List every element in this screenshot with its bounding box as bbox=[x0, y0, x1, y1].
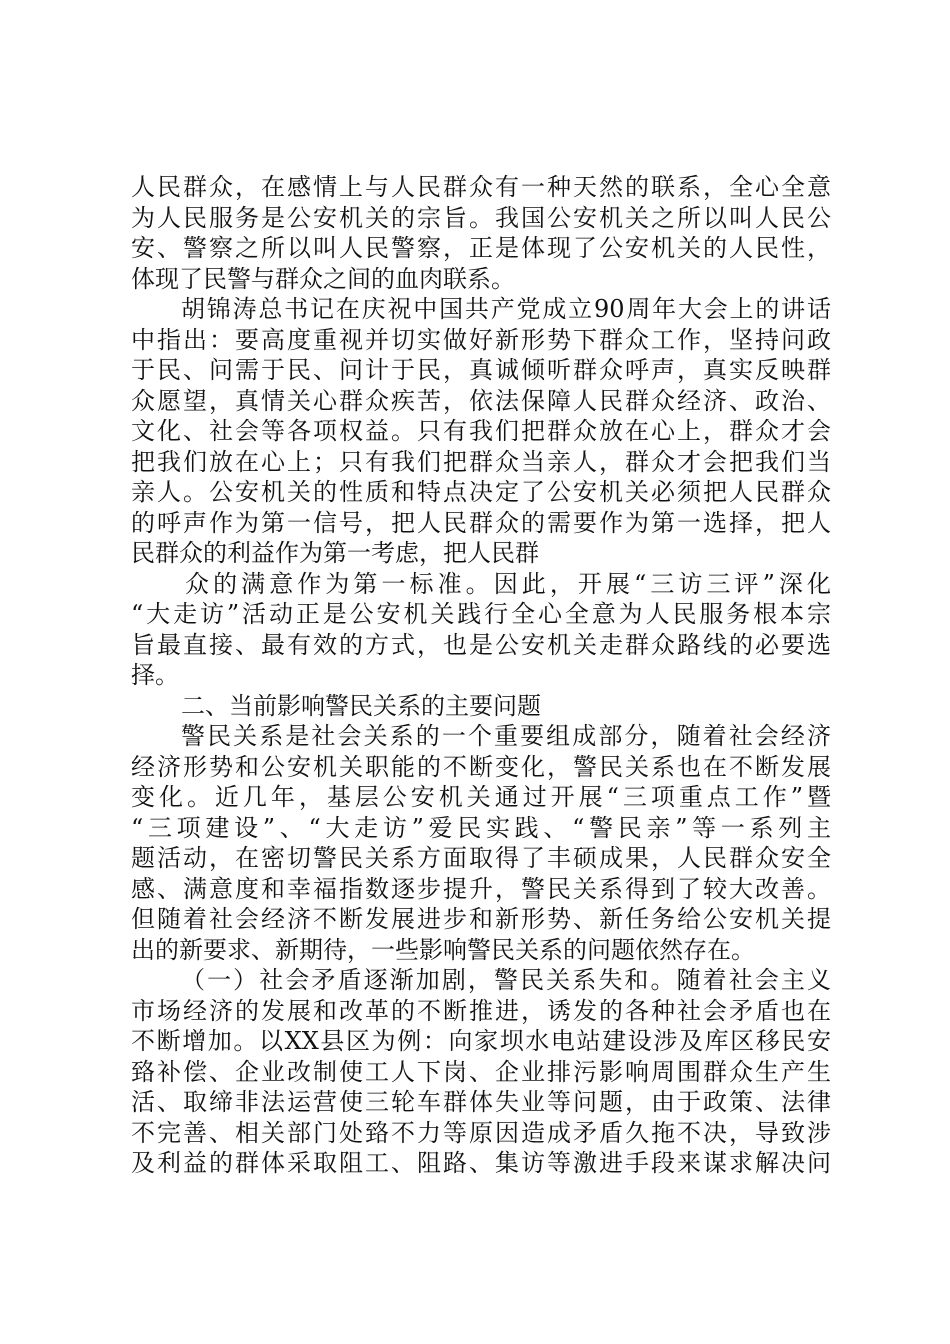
text-line: 活、取缔非法运营使三轮车群体失业等问题，由于政策、法律 bbox=[131, 1088, 831, 1116]
text-line: 及利益的群体采取阻工、阻路、集访等激进手段来谋求解决问 bbox=[131, 1149, 831, 1177]
text-line: 择。 bbox=[131, 661, 179, 689]
text-line: 出的新要求、新期待，一些影响警民关系的问题依然存在。 bbox=[131, 935, 755, 964]
text-line: 安、警察之所以叫人民警察，正是体现了公安机关的人民性， bbox=[131, 234, 831, 262]
text-line: 为人民服务是公安机关的宗旨。我国公安机关之所以叫人民公 bbox=[131, 203, 831, 232]
text-line: 胡锦涛总书记在庆祝中国共产党成立90周年大会上的讲话 bbox=[181, 295, 831, 323]
text-line: 民群众的利益作为第一考虑，把人民群 bbox=[131, 539, 539, 567]
text-line: 经济形势和公安机关职能的不断变化，警民关系也在不断发展 bbox=[131, 752, 831, 781]
text-line: 二、当前影响警民关系的主要问题 bbox=[181, 691, 541, 720]
text-line: 人民群众，在感情上与人民群众有一种天然的联系，全心全意 bbox=[131, 173, 831, 201]
text-line: 臵补偿、企业改制使工人下岗、企业排污影响周围群众生产生 bbox=[131, 1057, 831, 1086]
text-line: 感、满意度和幸福指数逐步提升，警民关系得到了较大改善。 bbox=[131, 874, 831, 903]
text-line: （一）社会矛盾逐渐加剧，警民关系失和。随着社会主义 bbox=[181, 966, 831, 994]
text-line: “三项建设”、“大走访”爱民实践、“警民亲”等一系列主 bbox=[131, 813, 831, 842]
text-line: 的呼声作为第一信号，把人民群众的需要作为第一选择，把人 bbox=[131, 508, 831, 537]
text-line: 但随着社会经济不断发展进步和新形势、新任务给公安机关提 bbox=[131, 905, 831, 933]
text-line: 警民关系是社会关系的一个重要组成部分，随着社会经济 bbox=[181, 722, 831, 750]
text-line: 中指出：要高度重视并切实做好新形势下群众工作，坚持问政 bbox=[131, 325, 831, 354]
text-line: 于民、问需于民、问计于民，真诚倾听群众呼声，真实反映群 bbox=[131, 356, 831, 384]
text-line: 题活动，在密切警民关系方面取得了丰硕成果，人民群众安全 bbox=[131, 844, 831, 872]
text-line: 市场经济的发展和改革的不断推进，诱发的各种社会矛盾也在 bbox=[131, 996, 831, 1025]
text-line: 变化。近几年，基层公安机关通过开展“三项重点工作”暨 bbox=[131, 783, 831, 811]
text-line: 体现了民警与群众之间的血肉联系。 bbox=[131, 264, 515, 293]
text-line: 不完善、相关部门处臵不力等原因造成矛盾久拖不决，导致涉 bbox=[131, 1118, 831, 1147]
text-line: 众愿望，真情关心群众疾苦，依法保障人民群众经济、政治、 bbox=[131, 386, 831, 415]
text-line: 把我们放在心上；只有我们把群众当亲人，群众才会把我们当 bbox=[131, 447, 831, 476]
text-line: 众的满意作为第一标准。因此，开展“三访三评”深化 bbox=[185, 569, 831, 598]
text-line: 旨最直接、最有效的方式，也是公安机关走群众路线的必要选 bbox=[131, 630, 831, 659]
text-line: 不断增加。以XX县区为例：向家坝水电站建设涉及库区移民安 bbox=[131, 1027, 831, 1055]
text-line: 文化、社会等各项权益。只有我们把群众放在心上，群众才会 bbox=[131, 417, 831, 445]
text-line: “大走访”活动正是公安机关践行全心全意为人民服务根本宗 bbox=[131, 600, 831, 628]
document-body bbox=[131, 172, 831, 1179]
text-line: 亲人。公安机关的性质和特点决定了公安机关必须把人民群众 bbox=[131, 478, 831, 506]
